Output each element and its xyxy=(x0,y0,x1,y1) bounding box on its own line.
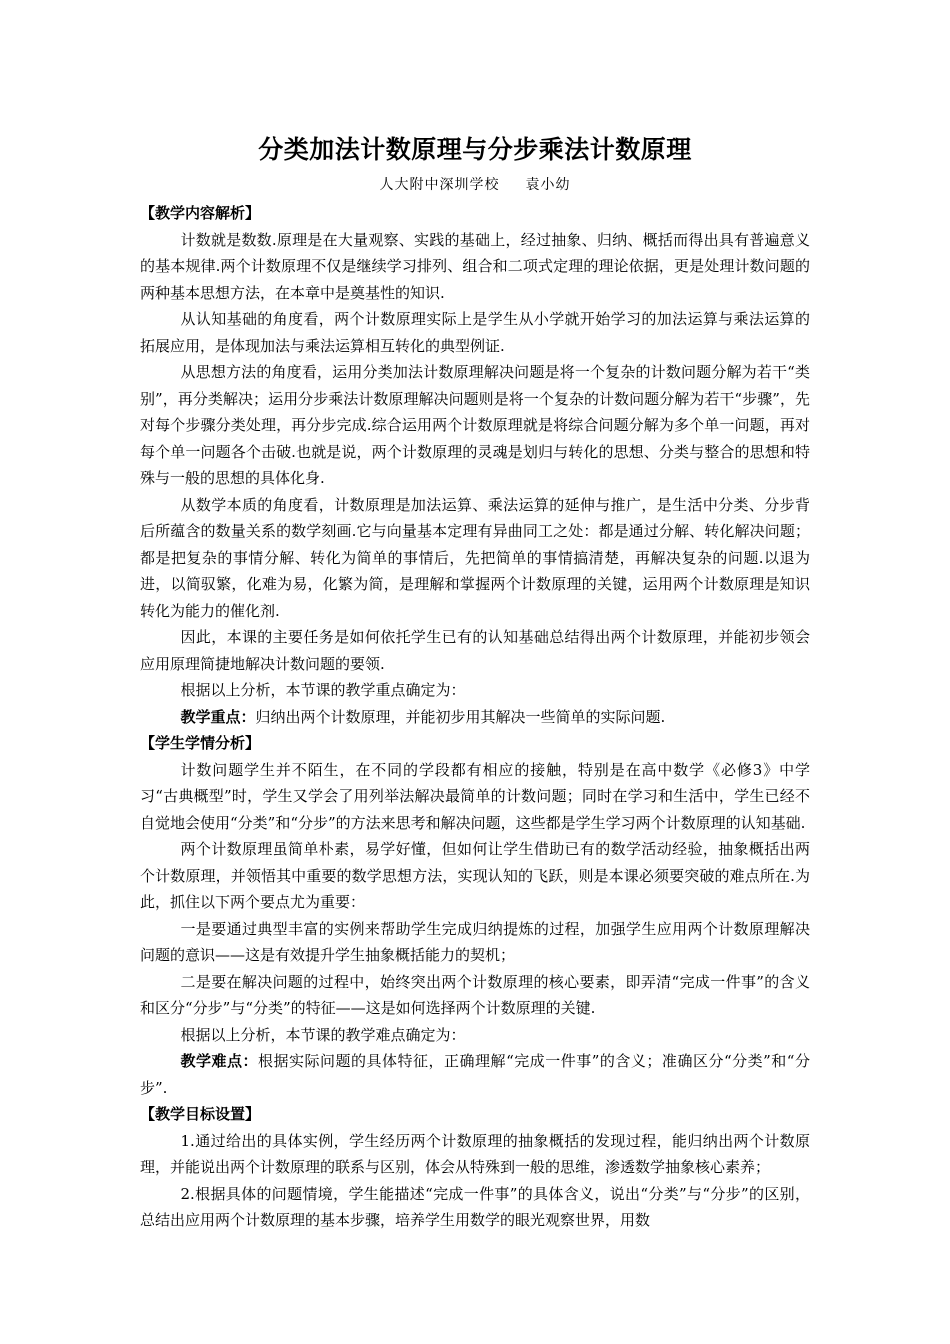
paragraph: 从认知基础的角度看，两个计数原理实际上是学生从小学就开始学习的加法运算与乘法运算的拓展应用，是体现加法与乘法运算相互转化的典型例证. xyxy=(140,310,810,355)
paragraph: 因此，本课的主要任务是如何依托学生已有的认知基础总结得出两个计数原理，并能初步领会应用原理简捷地解决计数问题的要领. xyxy=(140,628,810,673)
section-heading-content-analysis: 【教学内容解析】 xyxy=(140,204,261,222)
section-heading-teaching-goals: 【教学目标设置】 xyxy=(140,1105,261,1123)
teaching-difficulty xyxy=(140,1048,810,1101)
teaching-difficulty-label: 教学难点： xyxy=(180,1052,259,1070)
author-line xyxy=(140,174,810,194)
paragraph: 2.根据具体的问题情境，学生能描述“完成一件事”的具体含义，说出“分类”与“分步”的区别，总结出应用两个计数原理的基本步骤，培养学生用数学的眼光观察世界，用数 xyxy=(140,1184,810,1229)
teaching-difficulty-text: 根据实际问题的具体特征，正确理解“完成一件事”的含义；准确区分“分类”和“分步”. xyxy=(140,1052,810,1097)
page-title: 分类加法计数原理与分步乘法计数原理 xyxy=(258,135,692,164)
paragraph: 从思想方法的角度看，运用分类加法计数原理解决问题是将一个复杂的计数问题分解为若干“类别”，再分类解决；运用分步乘法计数原理解决问题则是将一个复杂的计数问题分解为若干“步骤”，先对每个步骤分类处理，再分步完成.综合运用两个计数原理就是将综合问题分解为多个单一问题，再对每个单一问题各个击破.也就是说，两个计数原理的灵魂是划归与转化的思想、分类与整合的思想和特殊与一般的思想的具体化身. xyxy=(140,363,810,487)
author-name: 袁小幼 xyxy=(525,177,571,193)
paragraph: 一是要通过典型丰富的实例来帮助学生完成归纳提炼的过程，加强学生应用两个计数原理解决问题的意识——这是有效提升学生抽象概括能力的契机； xyxy=(140,919,810,964)
document-page xyxy=(140,130,810,1234)
teaching-focus-text: 归纳出两个计数原理，并能初步用其解决一些简单的实际问题. xyxy=(255,707,666,726)
paragraph: 根据以上分析，本节课的教学重点确定为： xyxy=(180,681,466,699)
author-school: 人大附中深圳学校 xyxy=(379,177,500,193)
paragraph: 1.通过给出的具体实例，学生经历两个计数原理的抽象概括的发现过程，能归纳出两个计数原理，并能说出两个计数原理的联系与区别，体会从特殊到一般的思维，渗透数学抽象核心素养； xyxy=(140,1131,810,1176)
paragraph: 根据以上分析，本节课的教学难点确定为： xyxy=(180,1025,466,1044)
paragraph: 计数问题学生并不陌生，在不同的学段都有相应的接触，特别是在高中数学《必修3》中学习“古典概型”时，学生又学会了用列举法解决最简单的计数问题；同时在学习和生活中，学生已经不自觉地会使用“分类”和“分步”的方法来思考和解决问题，这些都是学生学习两个计数原理的认知基础. xyxy=(140,760,810,832)
paragraph: 计数就是数数.原理是在大量观察、实践的基础上，经过抽象、归纳、概括而得出具有普遍意义的基本规律.两个计数原理不仅是继续学习排列、组合和二项式定理的理论依据，更是处理计数问题的两种基本思想方法，在本章中是奠基性的知识. xyxy=(140,230,810,302)
paragraph: 二是要在解决问题的过程中，始终突出两个计数原理的核心要素，即弄清“完成一件事”的含义和区分“分步”与“分类”的特征——这是如何选择两个计数原理的关键. xyxy=(140,972,810,1017)
section-heading-student-analysis: 【学生学情分析】 xyxy=(140,734,261,752)
paragraph: 从数学本质的角度看，计数原理是加法运算、乘法运算的延伸与推广，是生活中分类、分步背后所蕴含的数量关系的数学刻画.它与向量基本定理有异曲同工之处：都是通过分解、转化解决问题；都是把复杂的事情分解、转化为简单的事情后，先把简单的事情搞清楚，再解决复杂的问题.以退为进，以简驭繁，化难为易，化繁为简，是理解和掌握两个计数原理的关键，运用两个计数原理是知识转化为能力的催化剂. xyxy=(140,495,810,620)
paragraph: 两个计数原理虽简单朴素，易学好懂，但如何让学生借助已有的数学活动经验，抽象概括出两个计数原理，并领悟其中重要的数学思想方法，实现认知的飞跃，则是本课必须要突破的难点所在.为此，抓住以下两个要点尤为重要： xyxy=(140,840,810,911)
teaching-focus xyxy=(140,704,810,731)
teaching-focus-label: 教学重点： xyxy=(180,707,256,726)
